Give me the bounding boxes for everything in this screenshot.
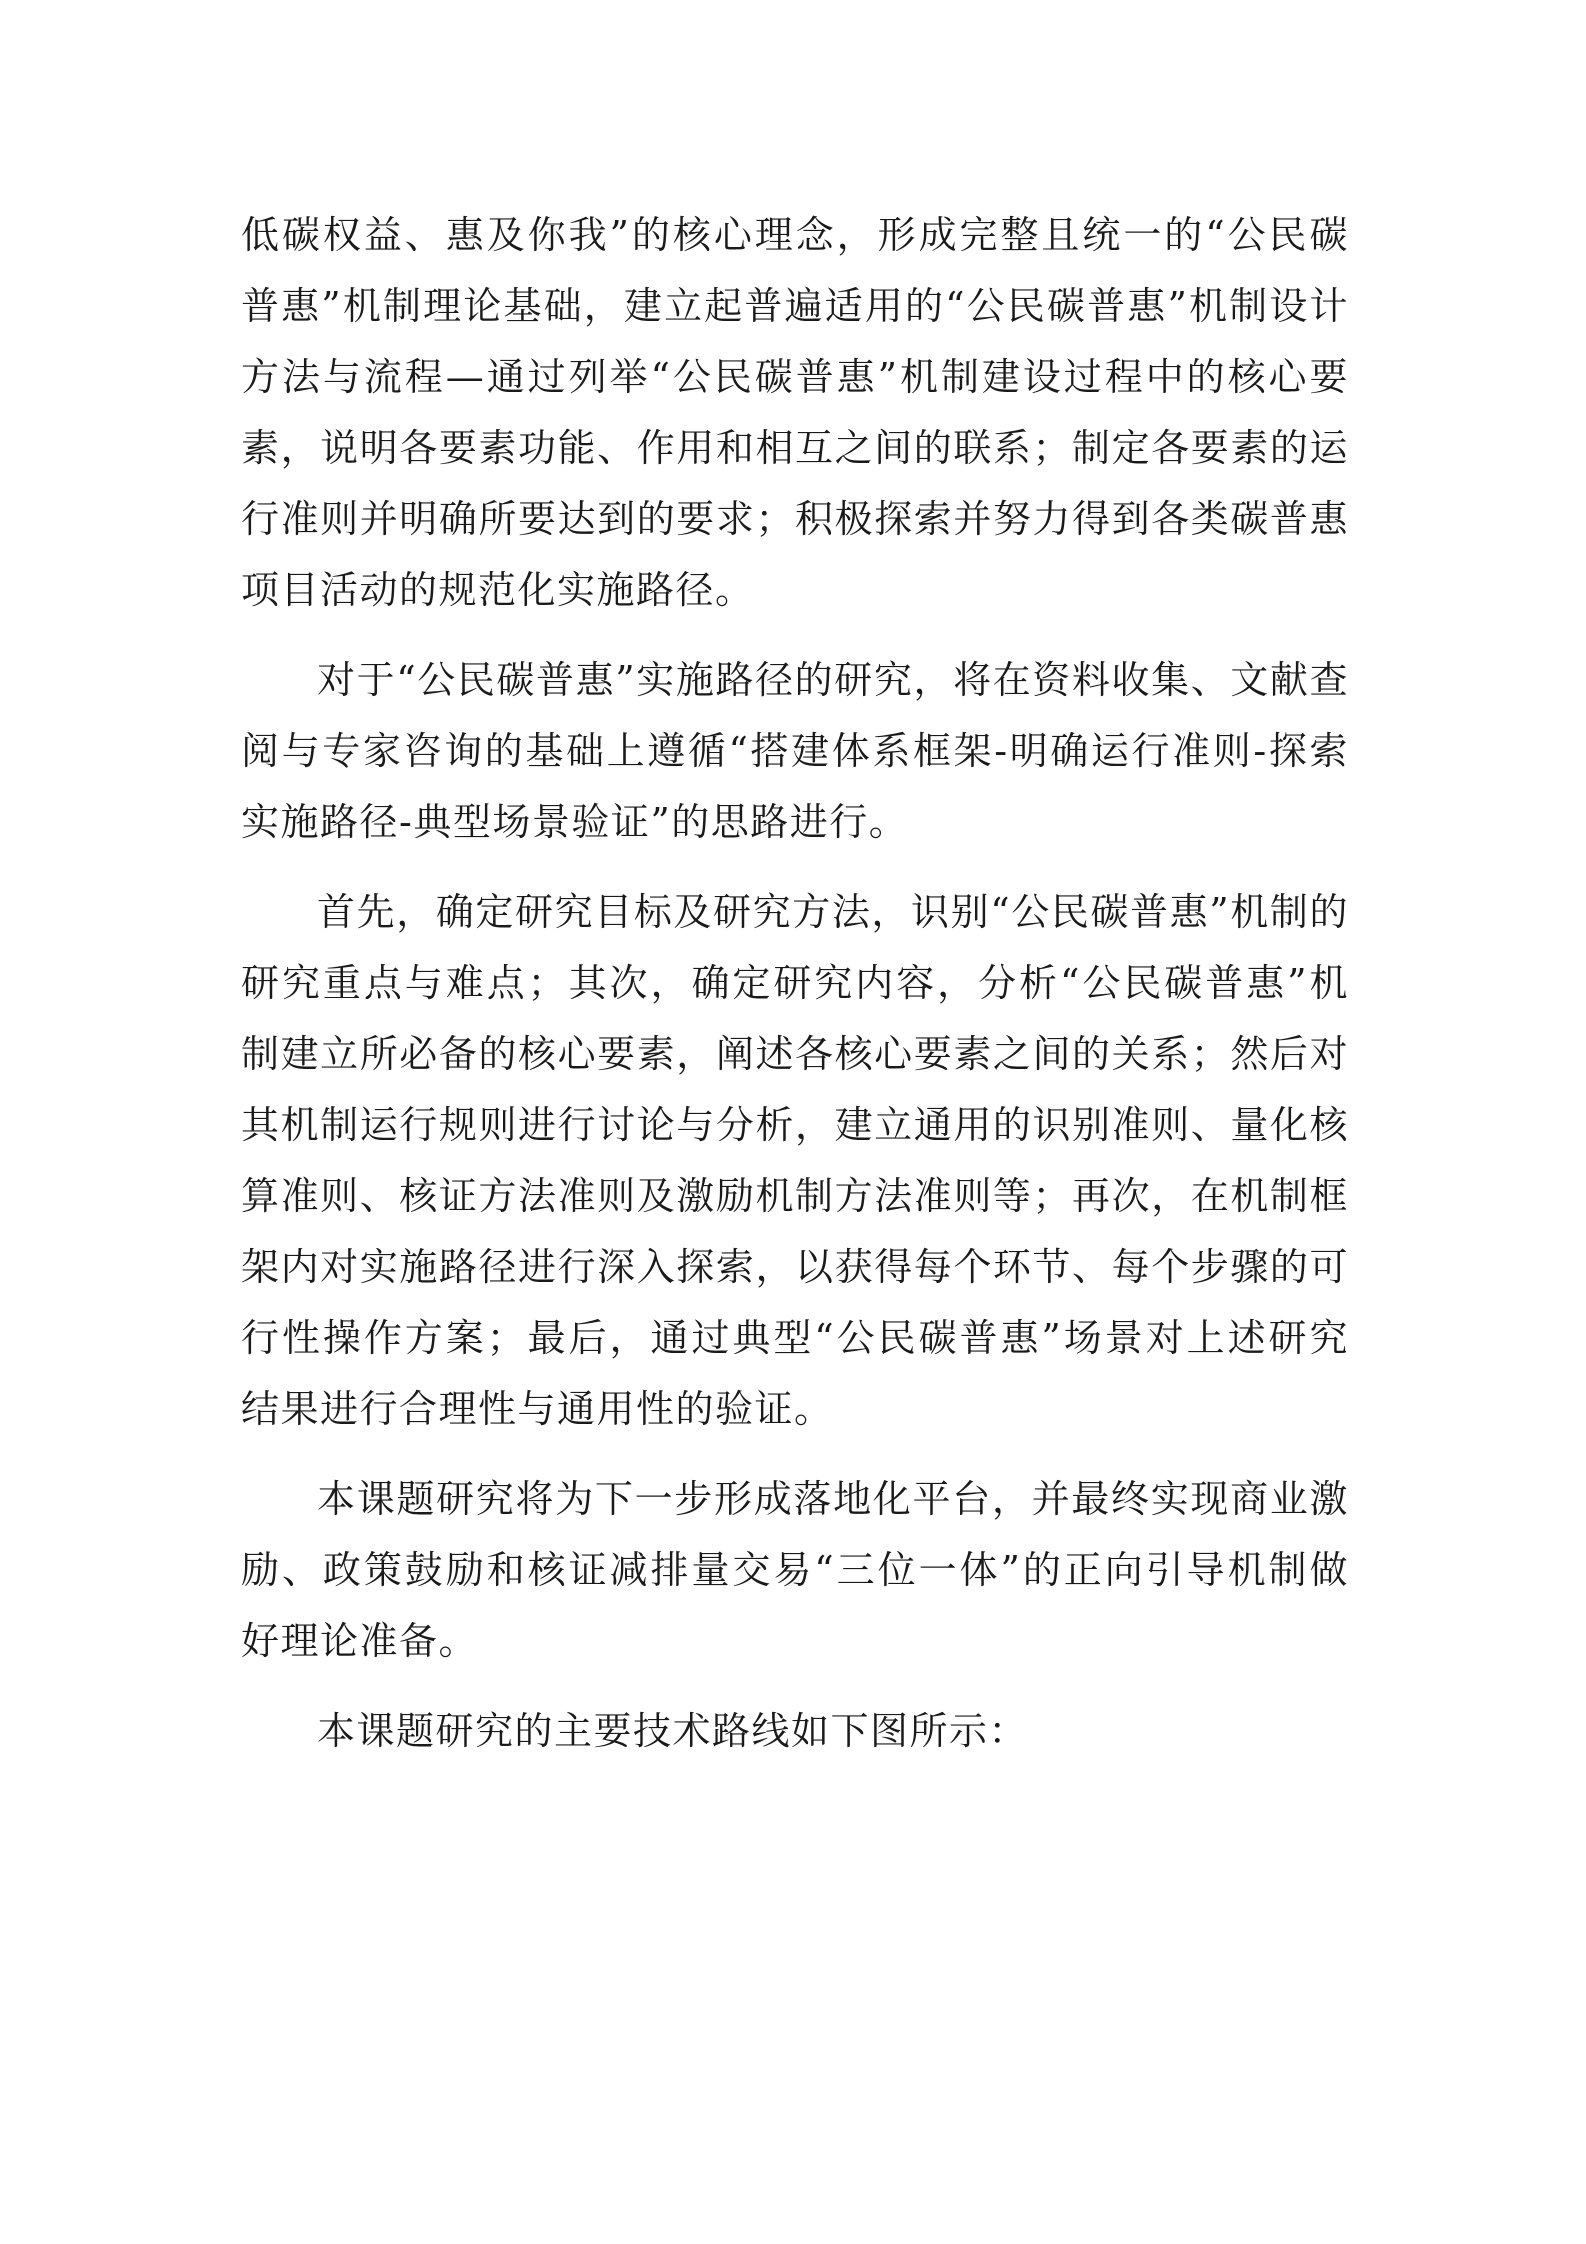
paragraph-continuation: 低碳权益、惠及你我”的核心理念，形成完整且统一的“公民碳普惠”机制理论基础，建立起普遍适用的“公民碳普惠”机制设计方法与流程—通过列举“公民碳普惠”机制建设过程中的核心要素，说明各要素功能、作用和相互之间的联系；制定各要素的运行准则并明确所要达到的要求；积极探索并努力得到各类碳普惠项目活动的规范化实施路径。	[241, 213, 1349, 612]
document-body	[241, 200, 1349, 1767]
paragraph-research-steps: 首先，确定研究目标及研究方法，识别“公民碳普惠”机制的研究重点与难点；其次，确定研究内容，分析“公民碳普惠”机制建立所必备的核心要素，阐述各核心要素之间的关系；然后对其机制运行规则进行讨论与分析，建立通用的识别准则、量化核算准则、核证方法准则及激励机制方法准则等；再次，在机制框架内对实施路径进行深入探索，以获得每个环节、每个步骤的可行性操作方案；最后，通过典型“公民碳普惠”场景对上述研究结果进行合理性与通用性的验证。	[241, 890, 1349, 1431]
paragraph-technical-route-intro: 本课题研究的主要技术路线如下图所示：	[317, 1709, 1029, 1753]
paragraph-implementation-path: 对于“公民碳普惠”实施路径的研究，将在资料收集、文献查阅与专家咨询的基础上遵循“搭建体系框架-明确运行准则-探索实施路径-典型场景验证”的思路进行。	[241, 658, 1349, 844]
paragraph-research-purpose: 本课题研究将为下一步形成落地化平台，并最终实现商业激励、政策鼓励和核证减排量交易“三位一体”的正向引导机制做好理论准备。	[241, 1477, 1349, 1663]
